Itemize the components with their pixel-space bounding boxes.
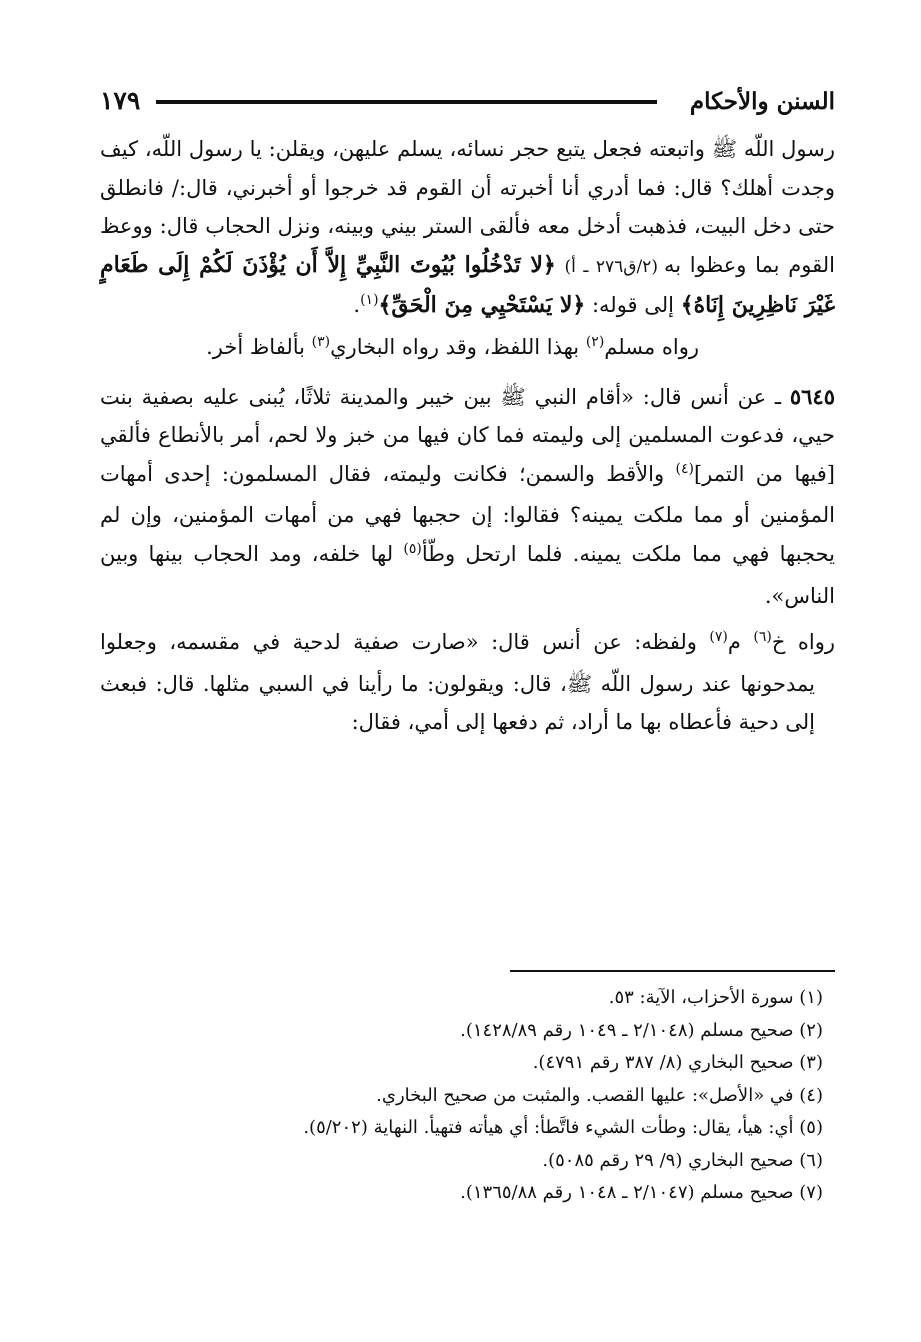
footnote: (٦) صحيح البخاري (٩/ ٢٩ رقم ٥٠٨٥). [542,1149,823,1171]
hadith-paragraph [100,378,835,616]
margin-reference: (٢/ق٢٧٦ ـ أ) [564,256,658,277]
footnote: (١) سورة الأحزاب، الآية: ٥٣. [608,987,823,1008]
text-run: رواه خ [771,630,835,655]
text-run: ولفظه: عن أنس قال: «صارت صفية لدحية في مقسمه، وجعلوا يمدحونها عند رسول اللّه ﷺ، قال: ويقولون: ما رأينا في السبي مثلها. قال: فبعث إلى دحية فأعطاه بها ما أراد، ثم دفعها إلى أمي، فقال: [100,630,815,735]
footnote-marker: (٥) [403,540,422,557]
running-title: السنن والأحكام [689,88,835,115]
text-run: م [727,630,754,655]
paragraph-narration [100,623,835,742]
main-text [100,130,835,742]
footnote: (٢) صحيح مسلم (٢/١٠٤٨ ـ ١٠٤٩ رقم ١٤٢٨/٨٩). [460,1019,823,1041]
footnote-marker: (٧) [709,629,728,646]
paragraph-gap [100,370,835,378]
quran-verse: ﴿لا تَدْخُلُوا بُيُوتَ النَّبِيِّ إِلاَّ أَن يُؤْذَنَ لَكُمْ إِلَى طَعَامٍ غَيْرَ نَاظِرِينَ إِنَاهُ﴾ [100,251,835,319]
text-run: رواه مسلم [604,334,699,359]
footnote-marker: (٤) [675,460,694,477]
text-run: والأقط والسمن؛ فكانت وليمته، فقال المسلمون: إحدى أمهات المؤمنين أو مما ملكت يمينه؟ فقالوا: إن حجبها فهي من أمهات المؤمنين، وإن لم يحجبها فهي مما ملكت يمينه. فلما ارتحل وطّأ [100,461,836,566]
page-header [100,86,835,120]
text-run: رسول اللّه ﷺ واتبعته فجعل يتبع حجر نسائه، يسلم عليهن، ويقلن: يا رسول اللّه، كيف وجدت أهلك؟ قال: فما أدري أنا أخبرته أن القوم قد خرجوا أو أخبرني، قال:/ فانطلق حتى دخل البيت، فذهبت أدخل معه فألقى الستر بيني وبينه، ونزل الحجاب قال: ووعظ القوم بما وعظوا به [100,137,835,277]
footnotes [263,982,823,1210]
paragraph-narration [100,328,835,370]
footnote-separator [510,970,835,972]
footnote-marker: (٢) [585,333,605,350]
footnote: (٧) صحيح مسلم (٢/١٠٤٧ ـ ١٠٤٨ رقم ١٣٦٥/٨٨). [460,1182,823,1203]
text-run: . [353,293,361,318]
hadith-number: ٥٦٤٥ [789,383,835,409]
footnote-marker: (١) [360,292,379,309]
footnote: (٤) في «الأصل»: عليها القصب. والمثبت من صحيح البخاري. [376,1084,823,1106]
text-run: لها خلفه، ومد الحجاب بينها وبين الناس». [100,541,835,608]
text-run: بألفاظ أخر. [206,334,312,359]
paragraph-continuation [100,130,835,328]
page-number: ١٧٩ [100,86,141,115]
footnote-marker: (٦) [753,629,772,646]
footnote: (٥) أي: هيأ، يقال: وطأت الشيء فاتَّطأ: أي هيأته فتهيأ. النهاية (٥/٢٠٢). [303,1117,823,1138]
text-run: بهذا اللفظ، وقد رواه البخاري [330,334,586,359]
footnote: (٣) صحيح البخاري (٨/ ٣٨٧ رقم ٤٧٩١). [532,1052,823,1073]
header-rule [156,100,657,104]
text-run: ـ عن أنس قال: «أقام النبي ﷺ بين خيبر والمدينة ثلاثًا، يُبنى عليه بصفية بنت حيي، فدعوت المسلمين إلى وليمته فما كان فيها من خبز ولا لحم، أمر بالأنطاع فألقي [فيها من التمر] [100,384,835,486]
paragraph-gap [100,615,835,623]
text-run: إلى قوله: [585,293,681,318]
footnote-marker: (٣) [311,333,331,350]
quran-verse: ﴿لا يَسْتَحْيِي مِنَ الْحَقِّ﴾ [378,292,586,319]
